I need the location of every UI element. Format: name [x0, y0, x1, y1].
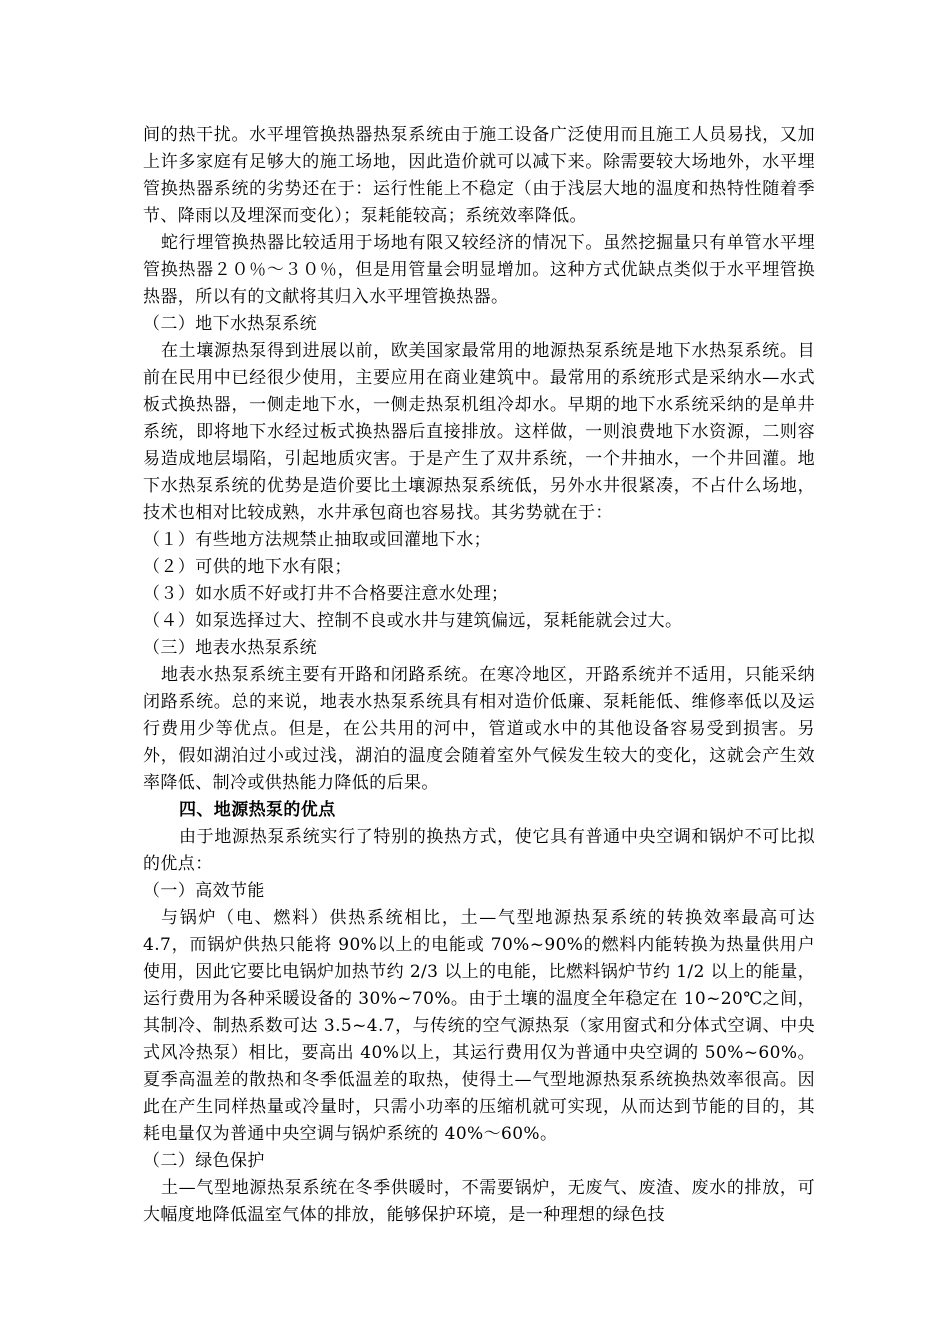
chapter-heading-advantages: 四、地源热泵的优点 [179, 800, 336, 820]
paragraph-green-protection: 土—气型地源热泵系统在冬季供暖时，不需要锅炉，无废气、废渣、废水的排放，可大幅度地降低温室气体的排放，能够保护环境，是一种理想的绿色技 [143, 1178, 815, 1225]
list-item-4: （４）如泵选择过大、控制不良或水井与建筑偏远，泵耗能就会过大。 [143, 611, 683, 631]
list-item-1: （１）有些地方法规禁止抽取或回灌地下水； [143, 530, 491, 550]
section-heading-efficiency: （一）高效节能 [143, 881, 265, 901]
document-body [143, 122, 815, 1229]
list-item-2: （２）可供的地下水有限； [143, 557, 352, 577]
paragraph-thermal-interference: 间的热干扰。水平埋管换热器热泵系统由于施工设备广泛使用而且施工人员易找，又加上许多家庭有足够大的施工场地，因此造价就可以减下来。除需要较大场地外，水平埋管换热器系统的劣势还在于：运行性能上不稳定（由于浅层大地的温度和热特性随着季节、降雨以及埋深而变化）；泵耗能较高；系统效率降低。 [143, 125, 815, 226]
section-heading-green: （二）绿色保护 [143, 1151, 265, 1171]
paragraph-advantages-intro: 由于地源热泵系统实行了特别的换热方式，使它具有普通中央空调和锅炉不可比拟的优点： [143, 827, 815, 874]
list-item-3: （３）如水质不好或打井不合格要注意水处理； [143, 584, 509, 604]
section-heading-groundwater: （二）地下水热泵系统 [143, 314, 317, 334]
paragraph-serpentine-exchanger: 蛇行埋管换热器比较适用于场地有限又较经济的情况下。虽然挖掘量只有单管水平埋管换热器２０％～３０％，但是用管量会明显增加。这种方式优缺点类似于水平埋管换热器，所以有的文献将其归入水平埋管换热器。 [143, 233, 815, 307]
paragraph-efficiency: 与锅炉（电、燃料）供热系统相比，土—气型地源热泵系统的转换效率最高可达 4.7，而锅炉供热只能将 90%以上的电能或 70%~90%的燃料内能转换为热量供用户使用，因此它要比电锅炉加热节约 2/3 以上的电能，比燃料锅炉节约 1/2 以上的能量，运行费用为各种采暖设备的 30%~70%。由于土壤的温度全年稳定在 10~20℃之间，其制冷、制热系数可达 3.5~4.7，与传统的空气源热泵（家用窗式和分体式空调、中央式风冷热泵）相比，要高出 40%以上，其运行费用仅为普通中央空调的 50%~60%。夏季高温差的散热和冬季低温差的取热，使得土—气型地源热泵系统换热效率很高。因此在产生同样热量或冷量时，只需小功率的压缩机就可实现，从而达到节能的目的，其耗电量仅为普通中央空调与锅炉系统的 40%～60%。 [143, 908, 815, 1144]
paragraph-surface-water-system: 地表水热泵系统主要有开路和闭路系统。在寒冷地区，开路系统并不适用，只能采纳闭路系统。总的来说，地表水热泵系统具有相对造价低廉、泵耗能低、维修率低以及运行费用少等优点。但是，在公共用的河中，管道或水中的其他设备容易受到损害。另外，假如湖泊过小或过浅，湖泊的温度会随着室外气候发生较大的变化，这就会产生效率降低、制冷或供热能力降低的后果。 [143, 665, 815, 793]
paragraph-groundwater-system: 在土壤源热泵得到进展以前，欧美国家最常用的地源热泵系统是地下水热泵系统。目前在民用中已经很少使用，主要应用在商业建筑中。最常用的系统形式是采纳水—水式板式换热器，一侧走地下水，一侧走热泵机组冷却水。早期的地下水系统采纳的是单井系统，即将地下水经过板式换热器后直接排放。这样做，一则浪费地下水资源，二则容易造成地层塌陷，引起地质灾害。于是产生了双井系统，一个井抽水，一个井回灌。地下水热泵系统的优势是造价要比土壤源热泵系统低，另外水井很紧凑，不占什么场地，技术也相对比较成熟，水井承包商也容易找。其劣势就在于： [143, 341, 815, 523]
section-heading-surface-water: （三）地表水热泵系统 [143, 638, 317, 658]
